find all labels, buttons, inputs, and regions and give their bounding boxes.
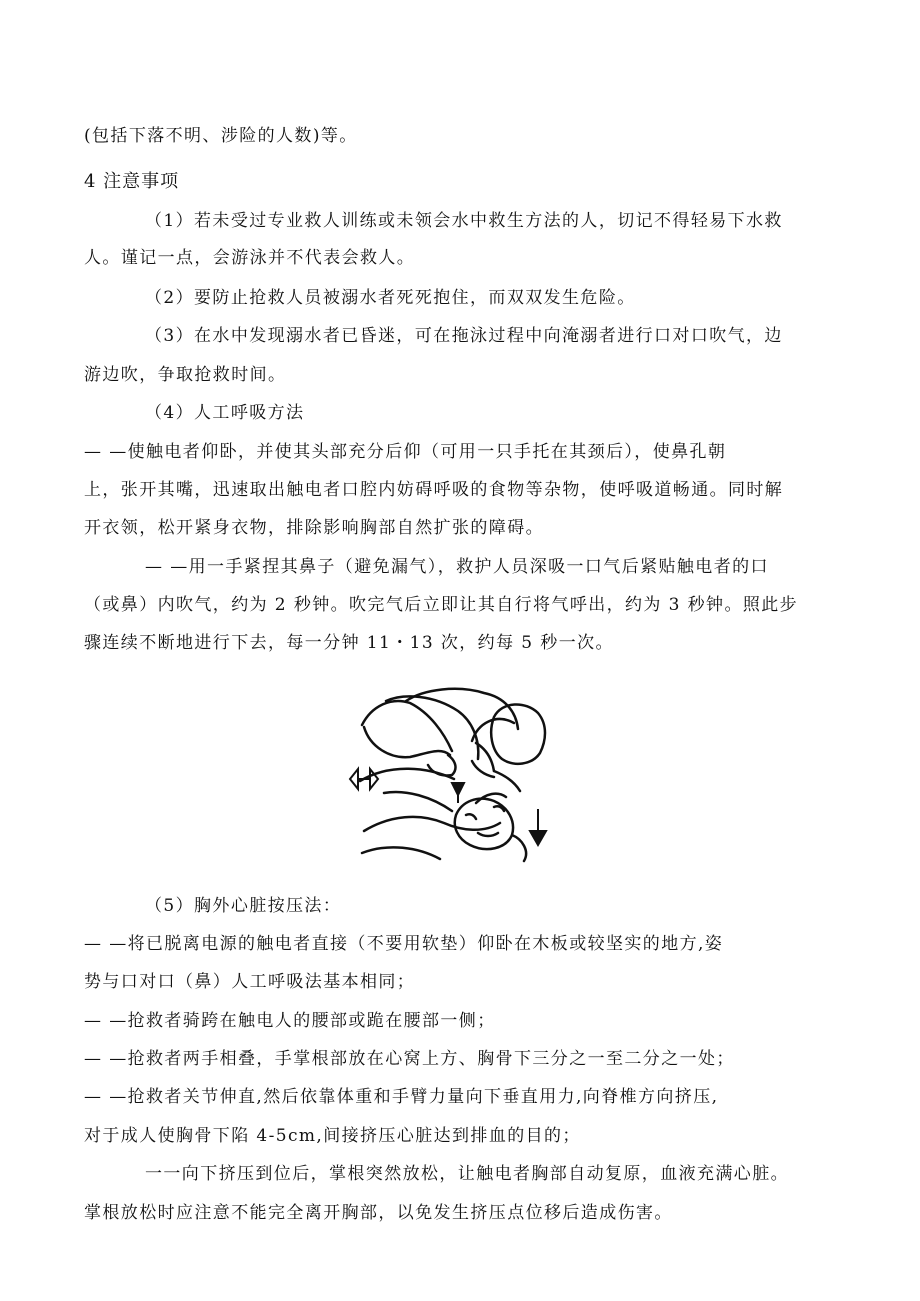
paragraph-line: （3）在水中发现溺水者已昏迷，可在拖泳过程中向淹溺者进行口对口吹气，边 (145, 326, 783, 346)
paragraph-line: 上，张开其嘴，迅速取出触电者口腔内妨碍呼吸的食物等杂物，使呼吸道畅通。同时解 (84, 480, 784, 500)
subheading-line: （4）人工呼吸方法 (145, 403, 305, 423)
paragraph-line: — —使触电者仰卧，并使其头部充分后仰（可用一只手托在其颈后），使鼻孔朝 (84, 442, 727, 462)
paragraph-line: 对于成人使胸骨下陷 4-5cm,间接挤压心脏达到排血的目的； (84, 1126, 581, 1146)
paragraph-line: 人。谨记一点，会游泳并不代表会救人。 (84, 248, 416, 268)
paragraph-line: — —用一手紧捏其鼻子（避免漏气），救护人员深吸一口气后紧贴触电者的口 (145, 557, 769, 577)
paragraph-line: 骤连续不断地进行下去，每一分钟 11・13 次，约每 5 秒一次。 (84, 633, 614, 653)
paragraph-line: — —抢救者关节伸直,然后依靠体重和手臂力量向下垂直用力,向脊椎方向挤压, (84, 1087, 719, 1107)
paragraph-line: 开衣领，松开紧身衣物，排除影响胸部自然扩张的障碍。 (84, 518, 544, 538)
paragraph-line: — —抢救者两手相叠，手掌根部放在心窝上方、胸骨下三分之一至二分之一处； (84, 1049, 735, 1069)
rescue-breathing-illustration (348, 683, 568, 875)
paragraph-line: 掌根放松时应注意不能完全离开胸部，以免发生挤压点位移后造成伤害。 (84, 1203, 673, 1223)
subheading-line: （5）胸外心脏按压法： (145, 896, 342, 916)
paragraph-line: 游边吹，争取抢救时间。 (84, 365, 287, 385)
paragraph-line: （2）要防止抢救人员被溺水者死死抱住，而双双发生危险。 (145, 288, 636, 308)
paragraph-line: — —将已脱离电源的触电者直接（不要用软垫）仰卧在木板或较坚实的地方,姿 (84, 934, 724, 954)
paragraph-line: 一一向下挤压到位后，掌根突然放松，让触电者胸部自动复原，血液充满心脏。 (145, 1164, 789, 1184)
text-line: (包括下落不明、涉险的人数)等。 (84, 126, 358, 146)
paragraph-line: — —抢救者骑跨在触电人的腰部或跪在腰部一侧； (84, 1011, 496, 1031)
section-heading: 4 注意事项 (84, 171, 180, 192)
paragraph-line: （1）若未受过专业救人训练或未领会水中救生方法的人，切记不得轻易下水救 (145, 211, 783, 231)
paragraph-line: （或鼻）内吹气，约为 2 秒钟。吹完气后立即让其自行将气呼出，约为 3 秒钟。照此步 (84, 595, 799, 615)
paragraph-line: 势与口对口（鼻）人工呼吸法基本相同； (84, 972, 416, 992)
